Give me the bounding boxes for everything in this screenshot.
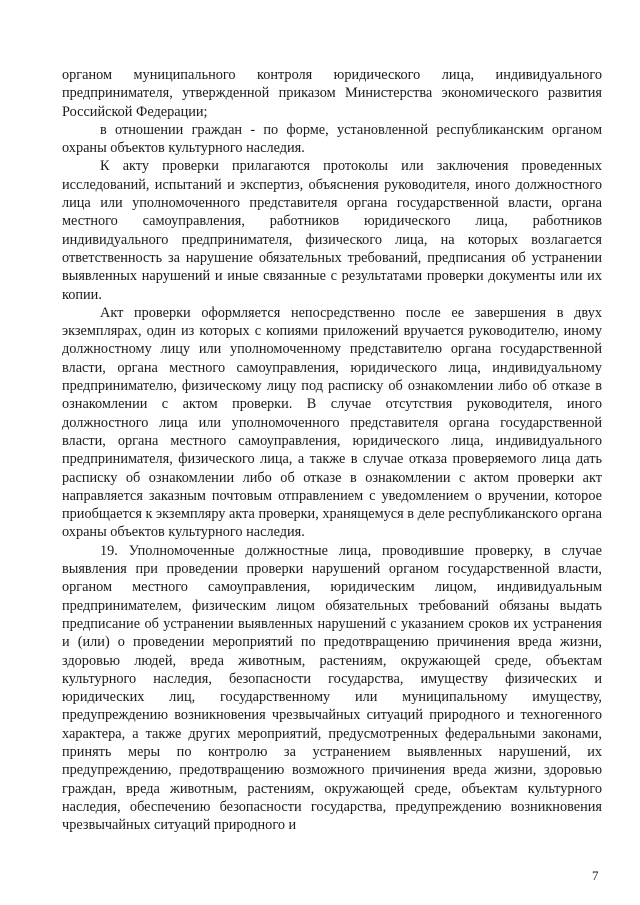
paragraph-attachments: К акту проверки прилагаются протоколы или заключения проведенных исследований, испытаний и экспертиз, объяснения руководителя, иного должностного лица или уполномоченного представителя органа государственной власти, органа местного самоуправления, работников юридического лица, работников индивидуального предпринимателя, физического лица, на которых возлагается ответственность за нарушение обязательных требований, предписания об устранении выявленных нарушений и иные связанные с результатами проверки документы или их копии.	[62, 158, 602, 303]
paragraph-continuation: органом муниципального контроля юридического лица, индивидуального предпринимателя, утвержденной приказом Министерства экономического развития Российской Федерации;	[62, 67, 602, 120]
document-body	[62, 66, 602, 834]
paragraph-inspection-act: Акт проверки оформляется непосредственно после ее завершения в двух экземплярах, один из которых с копиями приложений вручается руководителю, иному должностному лицу или уполномоченному представителю органа государственной власти, органа местного самоуправления, юридического лица, индивидуальному предпринимателю, физическому лицу под расписку об ознакомлении либо об отказе в ознакомлении с актом проверки. В случае отсутствия руководителя, иного должностного лица или уполномоченного представителя органа государственной власти, органа местного самоуправления, юридического лица, индивидуального предпринимателя, физического лица, а также в случае отказа проверяемого лица дать расписку об ознакомлении либо об отказе в ознакомлении с актом проверки акт направляется заказным почтовым отправлением с уведомлением о вручении, которое приобщается к экземпляру акта проверки, хранящемуся в деле республиканского органа охраны объектов культурного наследия.	[62, 304, 602, 541]
paragraph-citizens-form: в отношении граждан - по форме, установленной республиканским органом охраны объектов культурного наследия.	[62, 121, 602, 157]
paragraph-item-19: 19. Уполномоченные должностные лица, проводившие проверку, в случае выявления при проведении проверки нарушений органом государственной власти, органом местного самоуправления, юридическим лицом, индивидуальным предпринимателем, физическим лицом обязательных требований обязаны выдать предписание об устранении выявленных нарушений с указанием сроков их устранения и (или) о проведении мероприятий по предотвращению причинения вреда жизни, здоровью людей, вреда животным, растениям, окружающей среде, объектам культурного наследия, безопасности государства, имуществу физических и юридических лиц, государственному или муниципальному имуществу, предупреждению возникновения чрезвычайных ситуаций природного и техногенного характера, а также других мероприятий, предусмотренных федеральными законами, принять меры по контролю за устранением выявленных нарушений, их предупреждению, предотвращению возможного причинения вреда жизни, здоровью граждан, вреда животным, растениям, окружающей среде, объектам культурного наследия, обеспечению безопасности государства, предупреждению возникновения чрезвычайных ситуаций природного и	[62, 542, 602, 834]
page-number: 7	[592, 868, 599, 883]
